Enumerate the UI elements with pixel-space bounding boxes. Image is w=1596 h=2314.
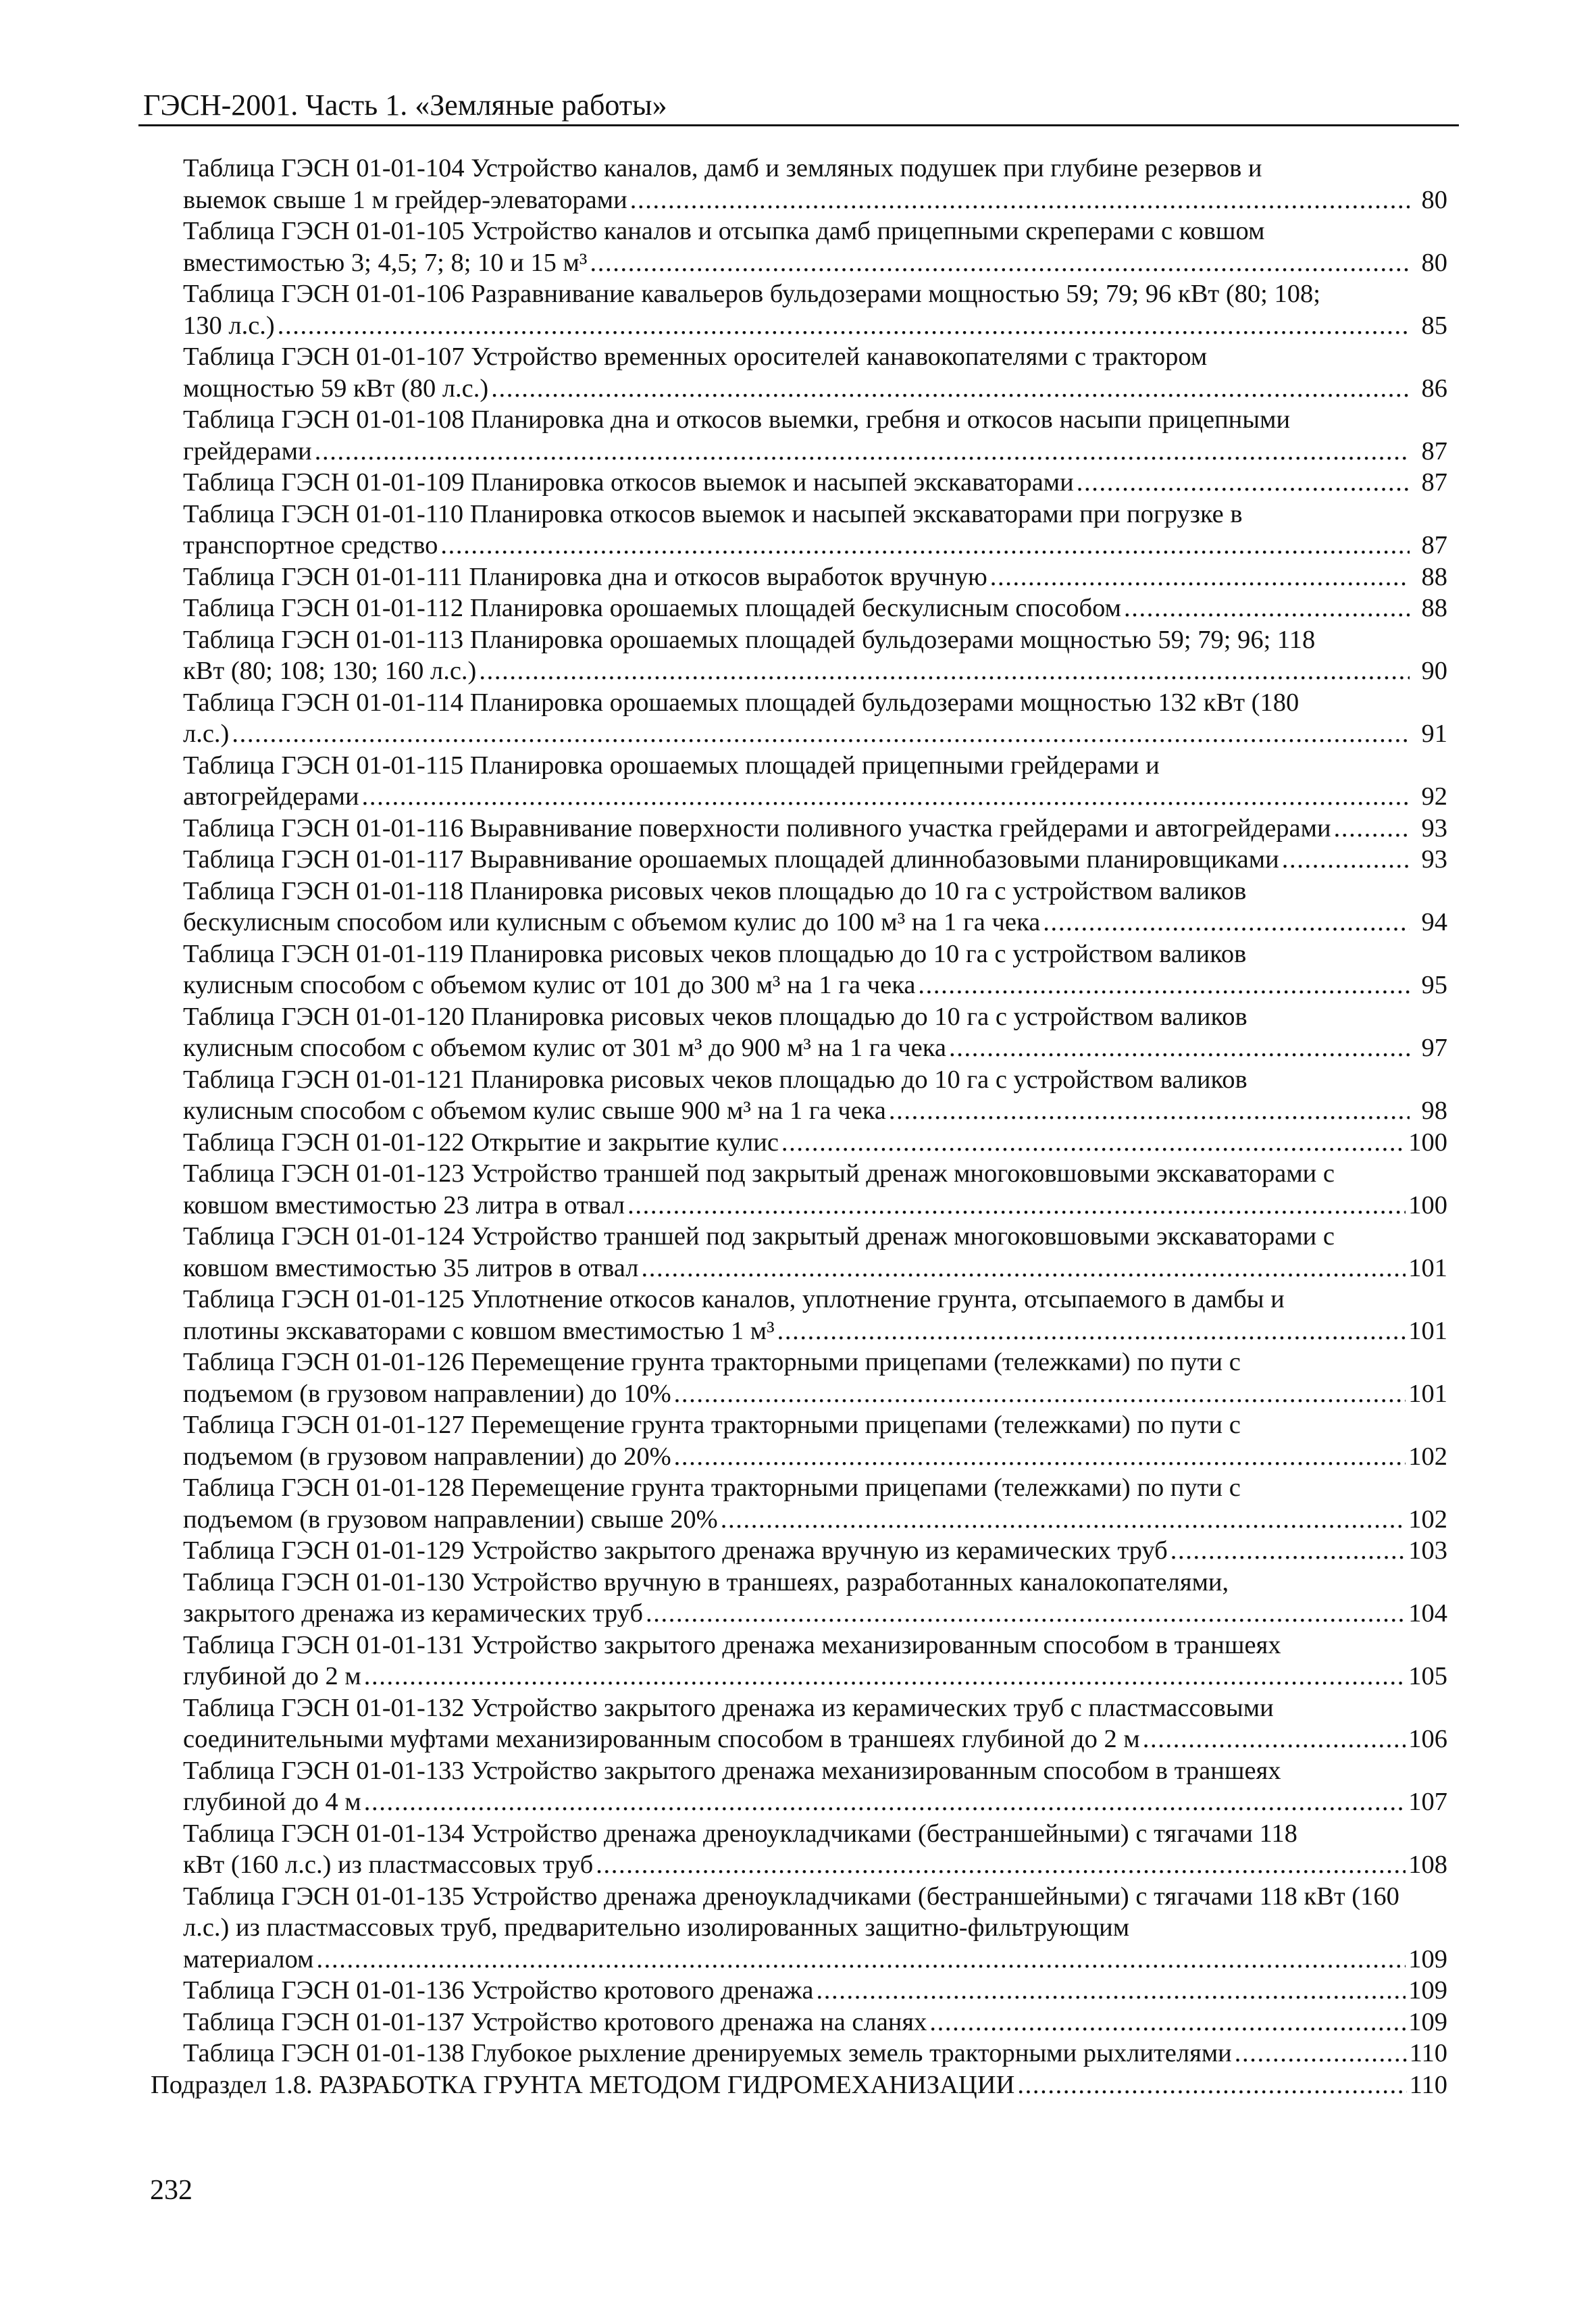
toc-entry-line [183, 1504, 1447, 1536]
toc-entry-title: Таблица ГЭСН 01-01-110 Планировка откосов выемок и насыпей экскаваторами при погрузке в [183, 499, 1243, 528]
toc-entry-title: Таблица ГЭСН 01-01-106 Разравнивание кавальеров бульдозерами мощностью 59; 79; 96 кВт (80; 108; [183, 280, 1320, 308]
toc-page-ref: 101 [1408, 1316, 1447, 1345]
toc-entry-line [183, 844, 1447, 876]
dot-leader [364, 1661, 1406, 1692]
dot-leader [630, 184, 1410, 216]
toc-page-ref: 107 [1408, 1788, 1447, 1816]
toc-entry [151, 1221, 1447, 1284]
toc-entry-line [183, 1095, 1447, 1127]
toc-entry [151, 1535, 1447, 1567]
toc-entry-line [183, 1849, 1447, 1881]
dot-leader [1282, 844, 1410, 876]
toc-page-ref: 110 [1409, 2039, 1447, 2067]
toc-page-ref: 87 [1421, 531, 1447, 559]
toc-entry-title-continued: закрытого дренажа из керамических труб [183, 1599, 643, 1628]
toc-entry-line [183, 561, 1447, 593]
toc-entry-line [183, 1032, 1447, 1064]
dot-leader [1170, 1535, 1406, 1567]
dot-leader [918, 970, 1410, 1001]
toc-page-ref: 100 [1408, 1128, 1447, 1157]
toc-page-ref: 88 [1421, 594, 1447, 622]
toc-entry [151, 1158, 1447, 1221]
toc-entry-line [183, 1253, 1447, 1284]
toc-entry [151, 1409, 1447, 1472]
dot-leader [627, 1190, 1406, 1222]
dot-leader [646, 1598, 1406, 1630]
toc-entry-line [183, 247, 1447, 279]
dot-leader [949, 1032, 1410, 1064]
dot-leader [641, 1253, 1406, 1284]
toc-page-ref: 80 [1421, 248, 1447, 277]
toc-entry-line [183, 1535, 1447, 1567]
toc-page-ref: 102 [1408, 1505, 1447, 1534]
toc-page-ref: 100 [1408, 1190, 1447, 1219]
toc-entry-title: Таблица ГЭСН 01-01-122 Открытие и закрытие кулис [183, 1128, 779, 1157]
toc-entry-line [183, 2007, 1447, 2038]
toc-page-ref: 103 [1408, 1536, 1447, 1565]
toc-page-ref: 88 [1421, 562, 1447, 591]
toc-entry-title: Таблица ГЭСН 01-01-133 Устройство закрытого дренажа механизированным способом в траншеях [183, 1756, 1281, 1785]
toc-entry-line [183, 1944, 1447, 1976]
toc-entry-title-continued: кВт (160 л.с.) из пластмассовых труб [183, 1851, 594, 1879]
toc-entry-title-continued: кулисным способом с объемом кулис от 101 до 300 м³ на 1 га чека [183, 971, 916, 999]
toc-entry-title: Таблица ГЭСН 01-01-132 Устройство закрытого дренажа из керамических труб с пластмассовыми [183, 1693, 1274, 1722]
toc-page-ref: 110 [1409, 2070, 1447, 2099]
toc-entry-title: Таблица ГЭСН 01-01-124 Устройство траншей под закрытый дренаж многоковшовыми экскаваторами с [183, 1222, 1335, 1251]
toc-page-ref: 108 [1408, 1851, 1447, 1879]
toc-entry-title-continued: мощностью 59 кВт (80 л.с.) [183, 374, 489, 403]
toc-page-ref: 92 [1421, 782, 1447, 811]
toc-page-ref: 80 [1421, 185, 1447, 214]
dot-leader [590, 247, 1410, 279]
toc-entry [151, 341, 1447, 404]
toc-entry-title-continued: ковшом вместимостью 35 литров в отвал [183, 1253, 639, 1282]
toc-entry-title: Таблица ГЭСН 01-01-108 Планировка дна и откосов выемки, гребня и откосов насыпи прицепными [183, 405, 1291, 434]
toc-entry-line [183, 1786, 1447, 1818]
dot-leader [816, 1975, 1406, 2007]
toc-page-ref: 97 [1421, 1034, 1447, 1062]
toc-entry [151, 404, 1447, 467]
toc-entry-title-continued: вместимостью 3; 4,5; 7; 8; 10 и 15 м³ [183, 248, 588, 277]
header-rule [138, 124, 1459, 126]
dot-leader [1043, 907, 1410, 938]
toc-entry-title-continued: 130 л.с.) [183, 311, 275, 340]
toc-entry [151, 844, 1447, 876]
dot-leader [777, 1315, 1406, 1347]
toc-entry-title-continued: глубиной до 4 м [183, 1788, 361, 1816]
page-number: 232 [150, 2175, 192, 2206]
dot-leader [440, 530, 1410, 561]
toc-entry [151, 1692, 1447, 1755]
toc-entry-title: Таблица ГЭСН 01-01-131 Устройство закрытого дренажа механизированным способом в траншеях [183, 1630, 1281, 1659]
dot-leader [1143, 1724, 1406, 1755]
toc-entry-title: Таблица ГЭСН 01-01-118 Планировка рисовых чеков площадью до 10 га с устройством валиков [183, 876, 1247, 905]
toc-entry-line [183, 1441, 1447, 1473]
toc-page-ref: 105 [1408, 1662, 1447, 1690]
toc-entry-line [183, 310, 1447, 342]
dot-leader [1077, 467, 1410, 499]
toc-entry-line [183, 813, 1447, 845]
dot-leader [674, 1378, 1406, 1410]
toc-entry-title-continued: бескулисным способом или кулисным с объемом кулис до 100 м³ на 1 га чека [183, 908, 1041, 936]
toc-entry-title-continued: подъемом (в грузовом направлении) до 10% [183, 1379, 671, 1408]
toc-entry [151, 1818, 1447, 1881]
toc-page-ref: 109 [1408, 1944, 1447, 1973]
toc-entry [151, 1472, 1447, 1535]
toc-page-ref: 95 [1421, 971, 1447, 999]
dot-leader [362, 781, 1410, 813]
toc-entry-title-continued: глубиной до 2 м [183, 1662, 361, 1690]
running-header: ГЭСН-2001. Часть 1. «Земляные работы» [143, 89, 667, 122]
toc-subsection-line [151, 2069, 1447, 2101]
toc-entry [151, 2007, 1447, 2038]
toc-entry-title: Таблица ГЭСН 01-01-115 Планировка орошаемых площадей прицепными грейдерами и [183, 751, 1160, 780]
toc-page-ref: 93 [1421, 813, 1447, 842]
toc-entry-line [183, 1661, 1447, 1692]
dot-leader [929, 2007, 1406, 2038]
dot-leader [479, 655, 1410, 687]
toc-entry-title: Таблица ГЭСН 01-01-134 Устройство дренажа дреноукладчиками (бестраншейными) с тягачами 118 [183, 1819, 1297, 1848]
toc-entry-line [183, 530, 1447, 561]
toc-entry-line [183, 1378, 1447, 1410]
toc-entry [151, 1755, 1447, 1818]
toc-page-ref: 94 [1421, 908, 1447, 936]
toc-entry-title-continued: л.с.) [183, 720, 230, 748]
toc-entry-title-continued: кулисным способом с объемом кулис свыше 900 м³ на 1 га чека [183, 1097, 886, 1125]
toc-entry [151, 593, 1447, 624]
toc-entry [151, 2038, 1447, 2069]
toc-entry-title: Таблица ГЭСН 01-01-116 Выравнивание поверхности поливного участка грейдерами и автогрейдерами [183, 813, 1331, 842]
toc-entry-title: Таблица ГЭСН 01-01-119 Планировка рисовых чеков площадью до 10 га с устройством валиков [183, 939, 1247, 968]
toc-page-ref: 93 [1421, 845, 1447, 874]
toc-entry-title-continued: плотины экскаваторами с ковшом вместимостью 1 м³ [183, 1316, 775, 1345]
toc-entry-title: Таблица ГЭСН 01-01-112 Планировка орошаемых площадей бескулисным способом [183, 594, 1121, 622]
toc-entry [151, 1001, 1447, 1064]
toc-entry-title: Таблица ГЭСН 01-01-136 Устройство кротового дренажа [183, 1976, 814, 2005]
dot-leader [232, 718, 1410, 750]
toc-entry [151, 1064, 1447, 1127]
toc-entry-title: Таблица ГЭСН 01-01-125 Уплотнение откосов каналов, уплотнение грунта, отсыпаемого в дамбы и [183, 1285, 1285, 1313]
toc-entry [151, 561, 1447, 593]
dot-leader [1235, 2038, 1407, 2069]
toc-entry [151, 153, 1447, 216]
toc-entry-line [183, 2038, 1447, 2069]
toc-entry-title-continued: подъемом (в грузовом направлении) до 20% [183, 1442, 671, 1471]
toc-entry-title-continued: подъемом (в грузовом направлении) свыше 20% [183, 1505, 718, 1534]
toc-entry [151, 750, 1447, 813]
toc-entry-title: Таблица ГЭСН 01-01-105 Устройство каналов и отсыпка дамб прицепными скреперами с ковшом [183, 217, 1265, 245]
toc-entry-title: Таблица ГЭСН 01-01-107 Устройство временных оросителей канавокопателями с трактором [183, 343, 1208, 371]
toc-entry-line [183, 718, 1447, 750]
toc-entry-title: Таблица ГЭСН 01-01-130 Устройство вручную в траншеях, разработанных каналокопателями, [183, 1567, 1229, 1596]
dot-leader [889, 1095, 1410, 1127]
toc-entry-title: Таблица ГЭСН 01-01-111 Планировка дна и откосов выработок вручную [183, 562, 987, 591]
toc-entry [151, 216, 1447, 278]
toc-entry-title-continued: автогрейдерами [183, 782, 359, 811]
toc-page-ref: 101 [1408, 1253, 1447, 1282]
dot-leader [1124, 593, 1410, 624]
toc-entry-title-continued: кВт (80; 108; 130; 160 л.с.) [183, 657, 477, 685]
toc-entry [151, 624, 1447, 687]
dot-leader [721, 1504, 1406, 1536]
dot-leader [316, 1944, 1406, 1976]
toc-entry-line [183, 1724, 1447, 1755]
toc-page-ref: 109 [1408, 1976, 1447, 2005]
toc-entry [151, 687, 1447, 750]
toc-entry [151, 467, 1447, 499]
toc-entry [151, 1567, 1447, 1630]
dot-leader [1017, 2069, 1406, 2101]
toc-entry-title: Таблица ГЭСН 01-01-128 Перемещение грунта тракторными прицепами (тележками) по пути с [183, 1474, 1241, 1502]
toc-entry-line [183, 970, 1447, 1001]
toc-entry-line [183, 373, 1447, 405]
toc-entry-title-continued: транспортное средство [183, 531, 438, 559]
toc-entry-title: Таблица ГЭСН 01-01-113 Планировка орошаемых площадей бульдозерами мощностью 59; 79; 96; 118 [183, 625, 1316, 654]
toc-entry-title: Таблица ГЭСН 01-01-129 Устройство закрытого дренажа вручную из керамических труб [183, 1536, 1168, 1565]
toc-entry-title: Таблица ГЭСН 01-01-123 Устройство траншей под закрытый дренаж многоковшовыми экскаваторами с [183, 1159, 1335, 1188]
toc-entry-title: Таблица ГЭСН 01-01-127 Перемещение грунта тракторными прицепами (тележками) по пути с [183, 1411, 1241, 1439]
dot-leader [990, 561, 1410, 593]
toc-entry-line [183, 1598, 1447, 1630]
toc-page-ref: 109 [1408, 2007, 1447, 2036]
toc-page-ref: 104 [1408, 1599, 1447, 1628]
toc-entry [151, 499, 1447, 561]
toc-entry-title: Таблица ГЭСН 01-01-120 Планировка рисовых чеков площадью до 10 га с устройством валиков [183, 1002, 1247, 1031]
toc-entry-title: Таблица ГЭСН 01-01-109 Планировка откосов выемок и насыпей экскаваторами [183, 468, 1074, 497]
toc-entry [151, 1127, 1447, 1159]
toc-page-ref: 101 [1408, 1379, 1447, 1408]
toc-entry [151, 813, 1447, 845]
toc-entry-line [183, 1975, 1447, 2007]
toc-entry-line [183, 436, 1447, 468]
toc-entry-line [183, 907, 1447, 938]
dot-leader [781, 1127, 1406, 1159]
toc-entry [151, 1975, 1447, 2007]
toc-entry-title: Таблица ГЭСН 01-01-135 Устройство дренажа дреноукладчиками (бестраншейными) с тягачами 118 кВт (160 л.с.) из пластмассовых труб, предварительно изолированных защитно-фильтрующим [183, 1882, 1399, 1942]
dot-leader [596, 1849, 1406, 1881]
toc-page-ref: 86 [1421, 374, 1447, 403]
toc-entry-title-continued: грейдерами [183, 436, 312, 466]
toc-entry-line [183, 1315, 1447, 1347]
toc-entry-line [183, 184, 1447, 216]
toc-entry-title: Таблица ГЭСН 01-01-121 Планировка рисовых чеков площадью до 10 га с устройством валиков [183, 1065, 1247, 1094]
toc-entry-line [183, 781, 1447, 813]
toc-entry [151, 1630, 1447, 1692]
toc-entry-title: Таблица ГЭСН 01-01-137 Устройство кротового дренажа на сланях [183, 2007, 927, 2036]
toc-page-ref: 106 [1408, 1725, 1447, 1753]
toc-entry-line [183, 593, 1447, 624]
toc-entry-title-continued: выемок свыше 1 м грейдер-элеваторами [183, 185, 627, 214]
toc-page-ref: 98 [1421, 1097, 1447, 1125]
toc-entry-line [183, 1190, 1447, 1222]
toc-entry [151, 1284, 1447, 1347]
dot-leader [1334, 813, 1410, 845]
toc-entry-title: Таблица ГЭСН 01-01-117 Выравнивание орошаемых площадей длиннобазовыми планировщиками [183, 845, 1279, 874]
toc-entry [151, 938, 1447, 1001]
toc-entry [151, 278, 1447, 341]
toc-entry-title: Таблица ГЭСН 01-01-114 Планировка орошаемых площадей бульдозерами мощностью 132 кВт (180 [183, 688, 1299, 717]
toc-entry [151, 876, 1447, 938]
dot-leader [278, 310, 1410, 342]
toc-page-ref: 87 [1421, 436, 1447, 466]
toc-entry [151, 1881, 1447, 1976]
toc-entry-title-continued: ковшом вместимостью 23 литра в отвал [183, 1190, 625, 1219]
toc-page-ref: 90 [1421, 657, 1447, 685]
toc-subsection [151, 2069, 1447, 2101]
toc-entry-line [183, 467, 1447, 499]
toc-page-ref: 102 [1408, 1442, 1447, 1471]
toc-subsection-title: Подраздел 1.8. РАЗРАБОТКА ГРУНТА МЕТОДОМ ГИДРОМЕХАНИЗАЦИИ [151, 2070, 1015, 2099]
toc-entry-line [183, 1127, 1447, 1159]
toc-entry-title-continued: кулисным способом с объемом кулис от 301 м³ до 900 м³ на 1 га чека [183, 1034, 946, 1062]
dot-leader [674, 1441, 1406, 1473]
toc-page-ref: 87 [1421, 468, 1447, 497]
toc-entry-title: Таблица ГЭСН 01-01-138 Глубокое рыхление дренируемых земель тракторными рыхлителями [183, 2039, 1232, 2067]
dot-leader [315, 436, 1410, 468]
toc-page-ref: 85 [1421, 311, 1447, 340]
toc-entry-title: Таблица ГЭСН 01-01-126 Перемещение грунта тракторными прицепами (тележками) по пути с [183, 1348, 1241, 1376]
dot-leader [364, 1786, 1406, 1818]
toc-page-ref: 91 [1421, 720, 1447, 748]
toc-entry [151, 1347, 1447, 1409]
table-of-contents [151, 153, 1447, 2101]
dot-leader [491, 373, 1410, 405]
toc-entry-line [183, 655, 1447, 687]
toc-entry-title-continued: соединительными муфтами механизированным способом в траншеях глубиной до 2 м [183, 1725, 1140, 1753]
toc-entry-title: Таблица ГЭСН 01-01-104 Устройство каналов, дамб и земляных подушек при глубине резервов и [183, 154, 1262, 182]
toc-entry-title-continued: материалом [183, 1944, 314, 1973]
